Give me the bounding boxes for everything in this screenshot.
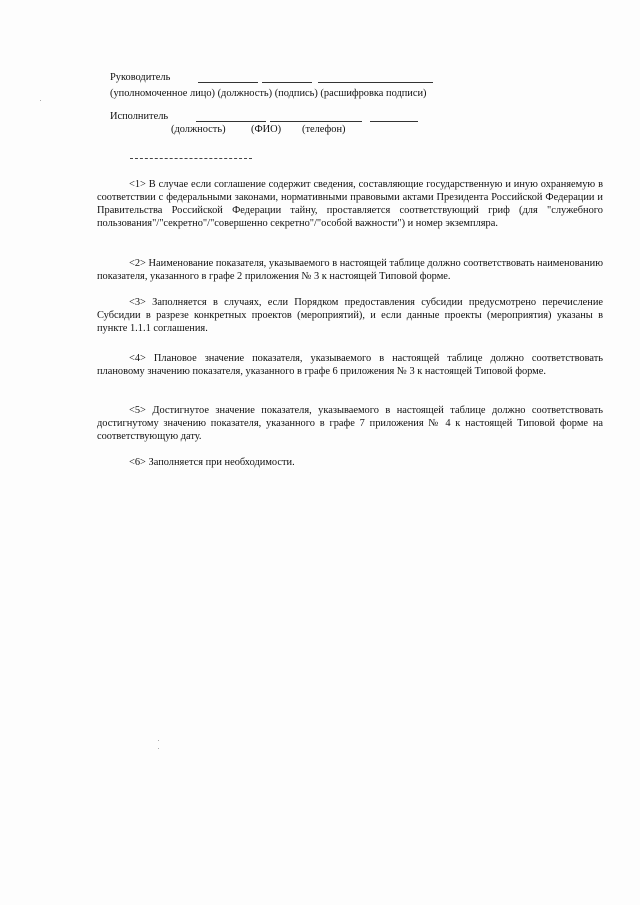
footnote-6: <6> Заполняется при необходимости. xyxy=(129,457,295,468)
executor-phone-line xyxy=(370,121,418,122)
footnote-3: <3> Заполняется в случаях, если Порядком предоставления субсидии предусмотрено перечисление Субсидии в разрезе конкретных проектов (мероприятий), и если данные проекты (мероприятия) указаны в пункте 1.1.1 соглашения. xyxy=(97,297,603,334)
scan-speck xyxy=(40,100,41,101)
footnote-separator xyxy=(130,158,252,159)
executor-position-line xyxy=(196,121,266,122)
scan-speck xyxy=(158,740,159,741)
executor-name-line xyxy=(270,121,362,122)
head-name-line xyxy=(318,82,433,83)
footnote-4: <4> Плановое значение показателя, указываемого в настоящей таблице должно соответствовать плановому значению показателя, указанного в графе 6 приложения № 3 к настоящей Типовой форме. xyxy=(97,353,603,377)
footnote-1: <1> В случае если соглашение содержит сведения, составляющие государственную и иную охраняемую в соответствии с федеральными законами, нормативными правовыми актами Президента Российской Федерации и Правительства Российской Федерации тайну, проставляется соответствующий гриф (для "служебного пользования"/"секретно"/"совершенно секретно"/"особой важности") и номер экземпляра. xyxy=(97,179,603,229)
head-label: Руководитель xyxy=(110,72,171,83)
footnote-2: <2> Наименование показателя, указываемого в настоящей таблице должно соответствовать наименованию показателя, указанного в графе 2 приложения № 3 к настоящей Типовой форме. xyxy=(97,258,603,282)
executor-caption-position: (должность) xyxy=(171,124,226,135)
scan-speck xyxy=(158,748,159,749)
footnote-5: <5> Достигнутое значение показателя, указываемого в настоящей таблице должно соответствовать достигнутому значению показателя, указанного в графе 7 приложения № 4 к настоящей Типовой форме на соответствующую дату. xyxy=(97,405,603,442)
head-position-line xyxy=(198,82,258,83)
head-caption: (уполномоченное лицо) (должность) (подпись) (расшифровка подписи) xyxy=(110,88,427,99)
executor-label: Исполнитель xyxy=(110,111,169,122)
executor-caption-phone: (телефон) xyxy=(302,124,346,135)
executor-caption-name: (ФИО) xyxy=(251,124,282,135)
head-signature-line xyxy=(262,82,312,83)
